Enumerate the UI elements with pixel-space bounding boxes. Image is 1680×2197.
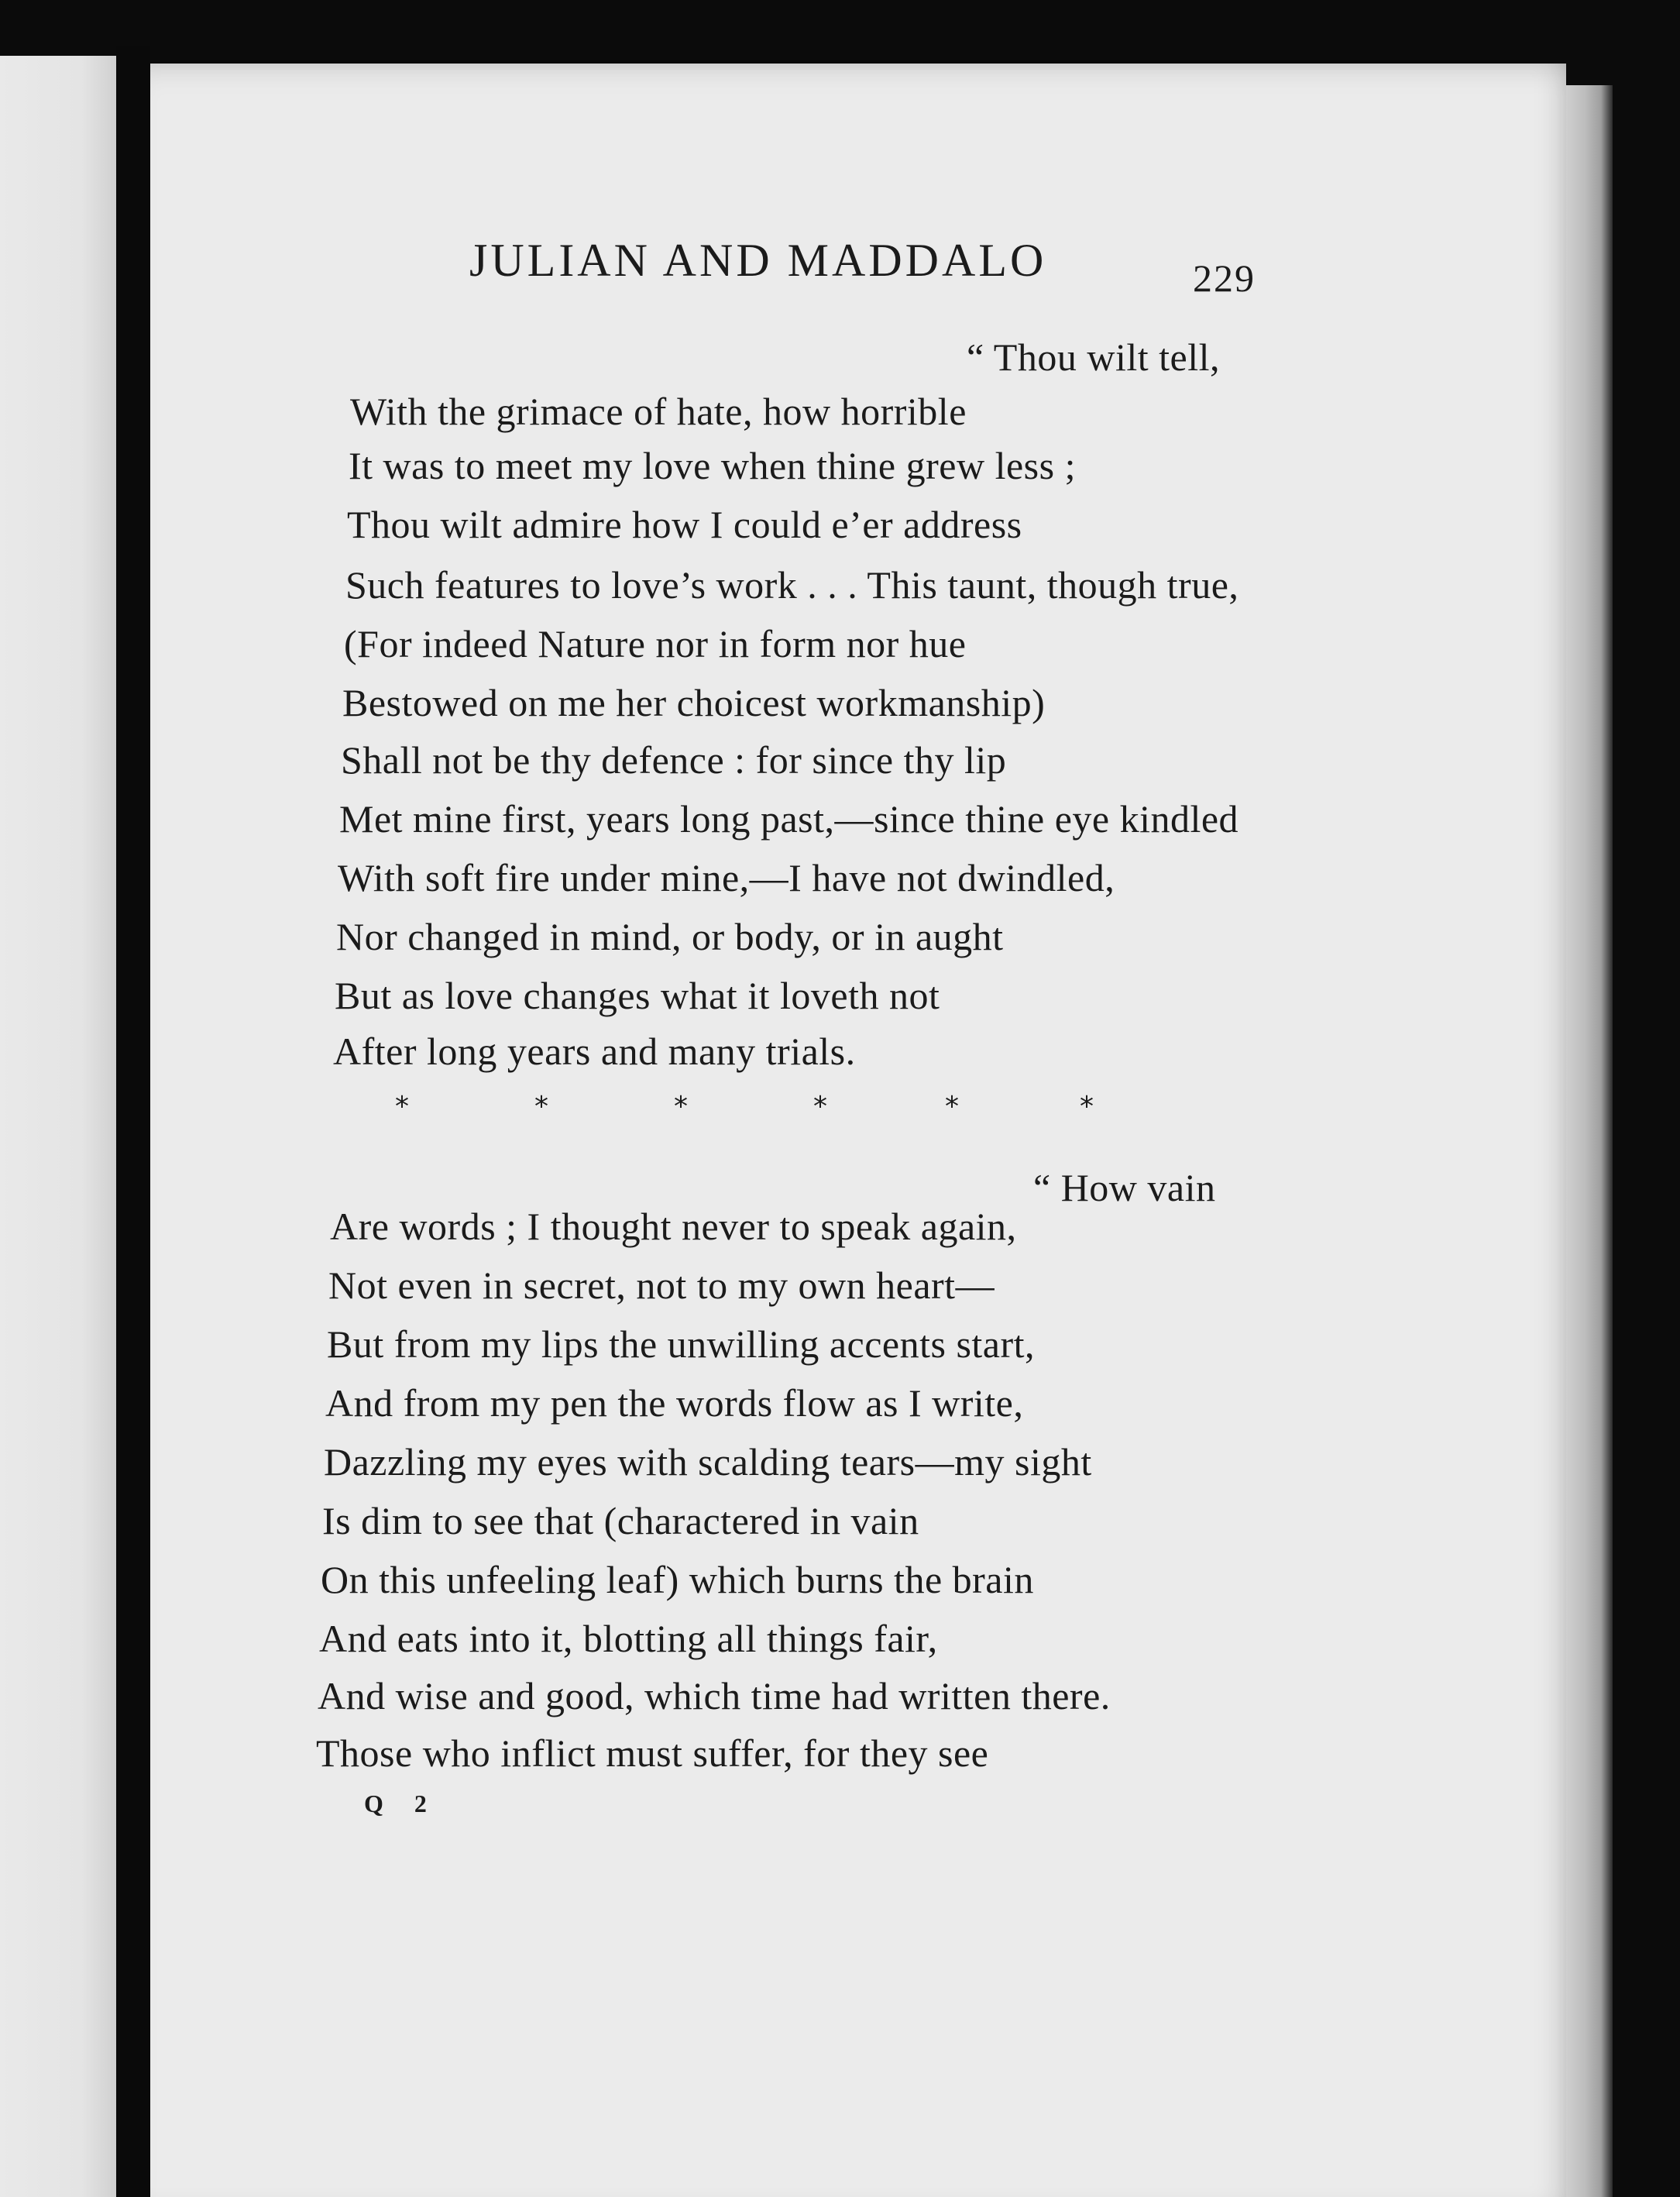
verse-line: Those who inflict must suffer, for they see (316, 1731, 989, 1775)
verse-line: Met mine first, years long past,—since thine eye kindled (339, 797, 1239, 841)
page-number: 229 (1193, 256, 1256, 300)
separator-star: * (534, 1091, 548, 1123)
verse-line: On this unfeeling leaf) which burns the brain (321, 1558, 1034, 1601)
verse-line: “ How vain (1033, 1166, 1216, 1209)
scan-background (1613, 0, 1680, 2197)
separator-star: * (945, 1091, 959, 1123)
verse-line: And wise and good, which time had written there. (318, 1674, 1111, 1717)
verse-line: And eats into it, blotting all things fair, (319, 1617, 938, 1660)
verse-line: After long years and many trials. (333, 1030, 856, 1073)
facing-page-edge (0, 56, 116, 2197)
verse-line: Not even in secret, not to my own heart— (328, 1264, 995, 1307)
verse-line: But as love changes what it loveth not (335, 974, 940, 1017)
page-fore-edge (1566, 85, 1613, 2197)
verse-line: Nor changed in mind, or body, or in aught (336, 915, 1004, 958)
signature-mark: Q 2 (364, 1790, 439, 1817)
book-gutter (116, 46, 150, 2197)
verse-line: Is dim to see that (charactered in vain (322, 1499, 919, 1542)
verse-line: With soft fire under mine,—I have not dwindled, (338, 856, 1115, 899)
section-separator (395, 1091, 1100, 1129)
verse-line: Thou wilt admire how I could e’er address (347, 503, 1022, 546)
verse-line: Dazzling my eyes with scalding tears—my sight (324, 1440, 1092, 1484)
separator-star: * (674, 1091, 688, 1123)
verse-line: (For indeed Nature nor in form nor hue (344, 622, 967, 665)
verse-line: It was to meet my love when thine grew less ; (349, 444, 1076, 487)
verse-line: Are words ; I thought never to speak again, (330, 1205, 1017, 1248)
verse-line: Bestowed on me her choicest workmanship) (342, 681, 1046, 724)
separator-star: * (1080, 1091, 1094, 1123)
verse-line: “ Thou wilt tell, (967, 335, 1220, 379)
verse-line: And from my pen the words flow as I write, (325, 1381, 1024, 1425)
running-head: JULIAN AND MADDALO (469, 235, 1047, 286)
verse-line: But from my lips the unwilling accents start, (327, 1322, 1036, 1366)
verse-line: With the grimace of hate, how horrible (350, 390, 967, 433)
verse-line: Shall not be thy defence : for since thy lip (341, 738, 1007, 782)
separator-star: * (813, 1091, 827, 1123)
book-page (150, 64, 1566, 2197)
verse-line: Such features to love’s work . . . This taunt, though true, (345, 563, 1239, 607)
separator-star: * (395, 1091, 409, 1123)
